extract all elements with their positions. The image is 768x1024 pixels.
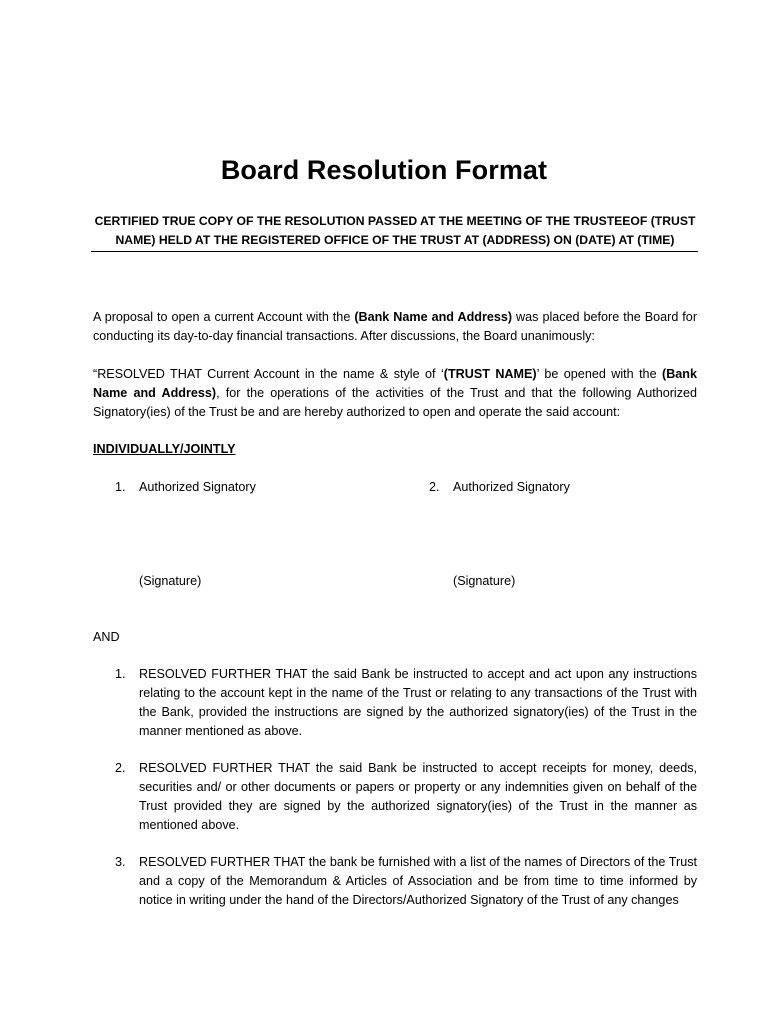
signature-line-2: (Signature) (453, 574, 516, 588)
signature-line-1: (Signature) (139, 574, 202, 588)
resolved-trust-name: (TRUST NAME) (443, 367, 537, 381)
resolved-text-3: , for the operations of the activities of the Trust and that the following Authorized Signatory(ies) of the Trust be and are hereby authorized to open and operate the said account: (93, 386, 698, 419)
signatory-number: 1. (115, 480, 126, 494)
document-subtitle: CERTIFIED TRUE COPY OF THE RESOLUTION PASSED AT THE MEETING OF THE TRUSTEEOF (TRUST NAME) HELD AT THE REGISTERED OFFICE OF THE TRUST AT (ADDRESS) ON (DATE) AT (TIME) (94, 214, 696, 247)
resolution-text: RESOLVED FURTHER THAT the bank be furnished with a list of the names of Directors of the Trust and a copy of the Memorandum & Articles of Association and be from time to time informed by notice in writing under the hand of the Directors/Authorized Signatory of the Trust of any changes (139, 855, 697, 907)
mode-heading: INDIVIDUALLY/JOINTLY (93, 442, 236, 456)
resolved-text-1: “RESOLVED THAT Current Account in the name & style of ‘ (93, 367, 444, 381)
list-number: 3. (115, 855, 126, 869)
intro-bank-name: (Bank Name and Address) (354, 310, 513, 324)
subtitle-divider (91, 251, 698, 252)
and-connector: AND (93, 630, 120, 644)
document-title: Board Resolution Format (220, 155, 548, 185)
intro-text-1: A proposal to open a current Account with the (93, 310, 355, 324)
resolved-paragraph (93, 365, 697, 422)
resolution-text: RESOLVED FURTHER THAT the said Bank be instructed to accept and act upon any instructions relating to the account kept in the name of the Trust or relating to any transactions of the Trust with the Bank, provided the instructions are signed by the authorized signatory(ies) of the Trust in the manner mentioned as above. (139, 667, 697, 738)
resolution-text: RESOLVED FURTHER THAT the said Bank be instructed to accept receipts for money, deeds, securities and/ or other documents or papers or property or any indemnities given on behalf of the Trust provided they are signed by the authorized signatory(ies) of the Trust in the manner as mentioned above. (139, 761, 697, 832)
intro-paragraph (93, 308, 697, 346)
signatory-number: 2. (429, 480, 440, 494)
resolved-bank-name: (Bank Name and Address) (93, 367, 697, 400)
signatory-label: Authorized Signatory (139, 480, 256, 494)
list-number: 2. (115, 761, 126, 775)
intro-text-2: was placed before the Board for conducting its day-to-day financial transactions. After discussions, the Board unanimously: (93, 310, 698, 343)
signatory-label: Authorized Signatory (453, 480, 570, 494)
resolved-text-2: ’ be opened with the (536, 367, 662, 381)
list-number: 1. (115, 667, 126, 681)
